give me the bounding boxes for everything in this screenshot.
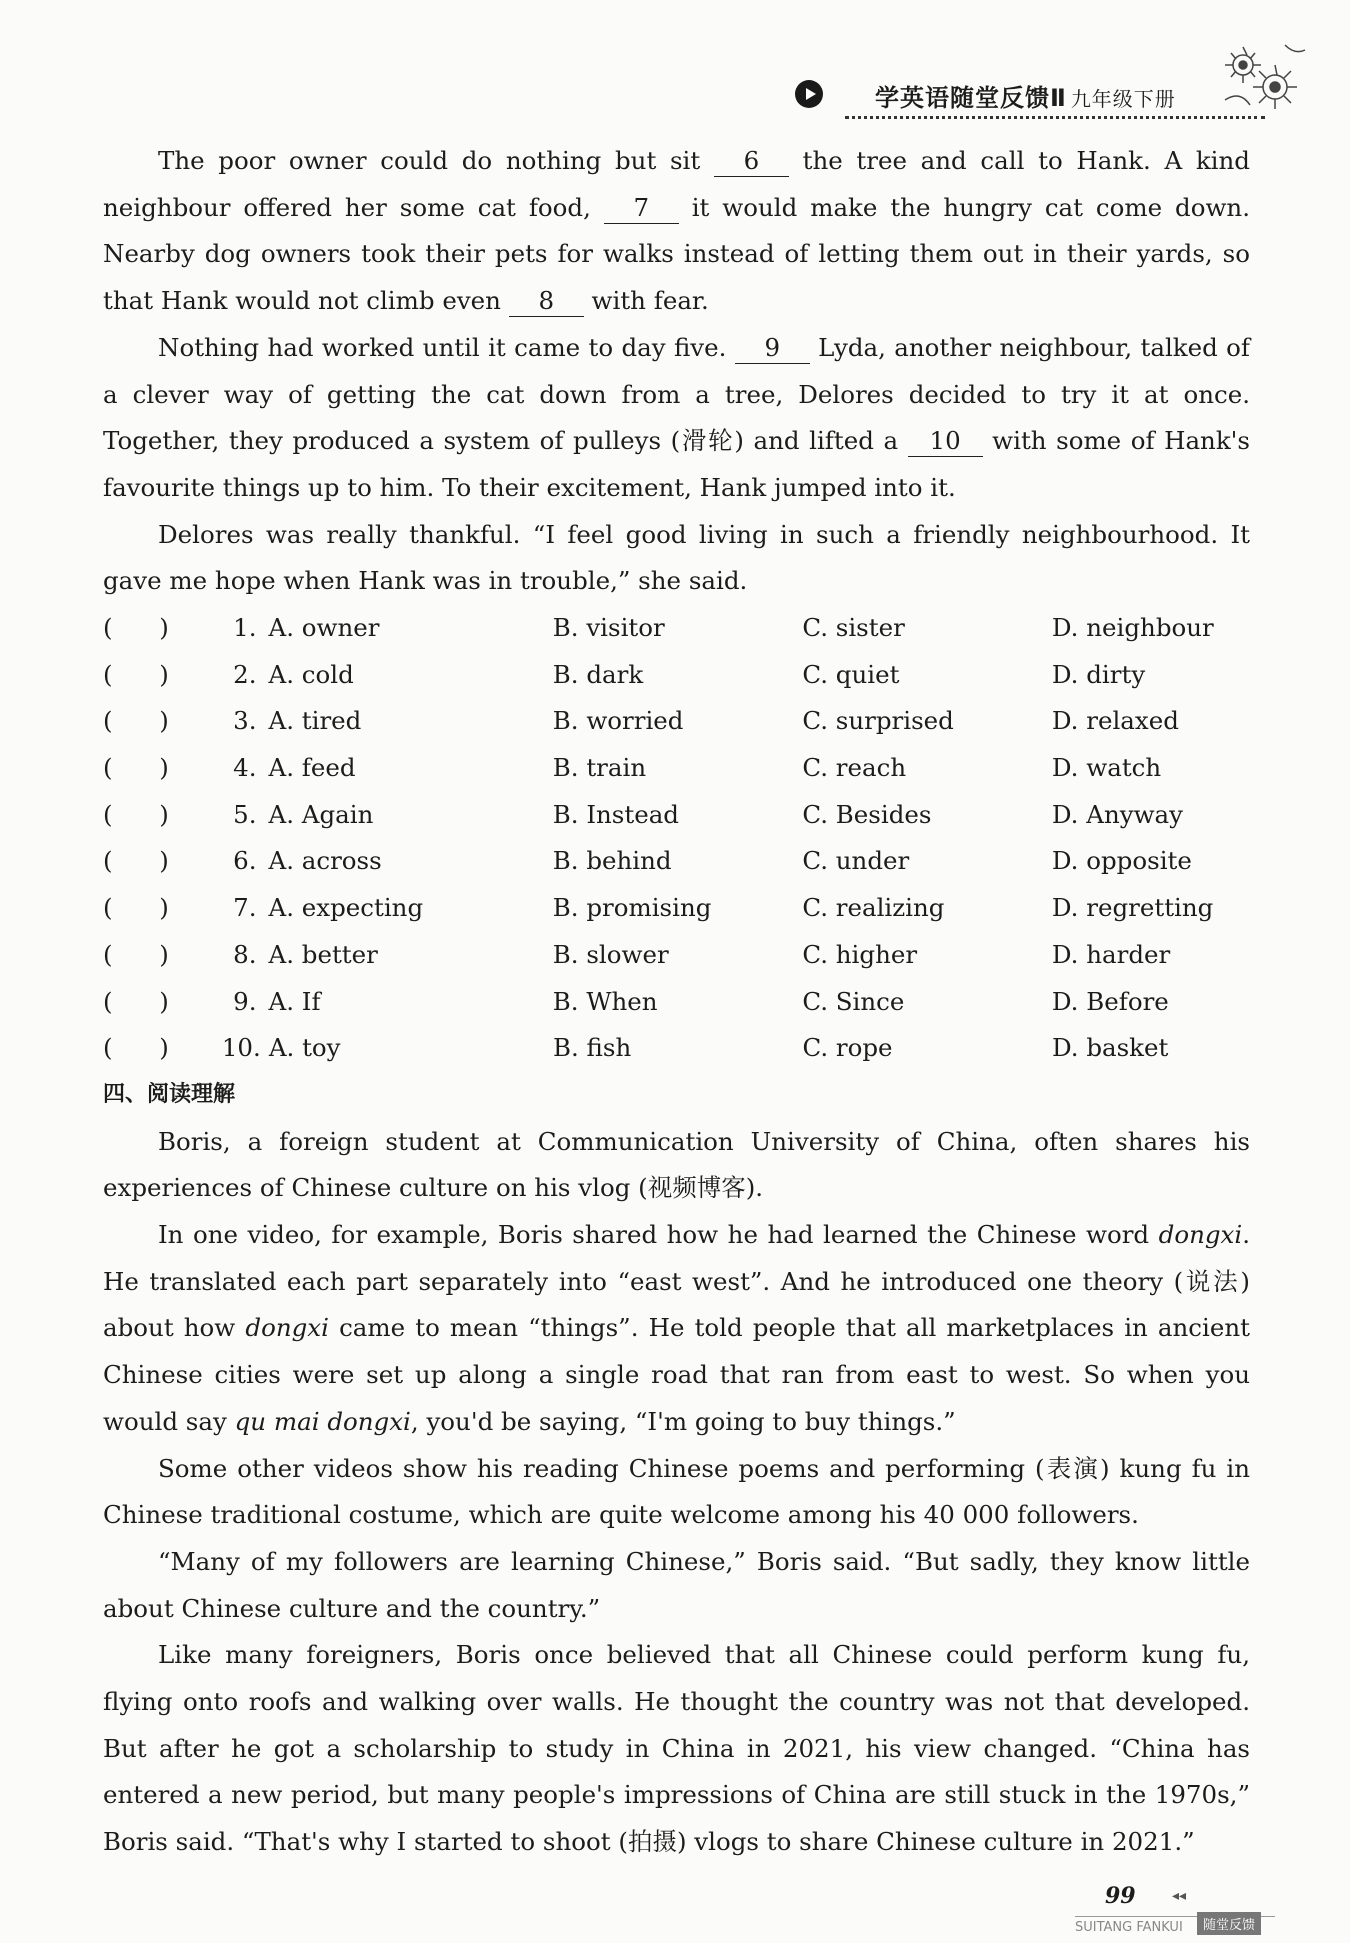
option-row [103, 979, 1250, 1026]
option-b: B. visitor [552, 613, 665, 643]
option-b: B. When [552, 986, 658, 1016]
option-b: B. promising [552, 893, 712, 923]
question-number: 6. [233, 846, 257, 876]
blank-8: 8 [509, 286, 584, 317]
passage-paragraph: Some other videos show his reading Chinese poems and performing (表演) kung fu in Chinese traditional costume, which are quite welcome among his 40 000 followers. [103, 1453, 1250, 1530]
question-number: 5. [233, 799, 257, 829]
option-c: C. Since [802, 986, 905, 1016]
option-d: D. Anyway [1051, 799, 1183, 829]
option-a: A. Again [268, 799, 374, 829]
option-row [103, 792, 1250, 839]
answer-bracket[interactable]: ( ) [103, 893, 169, 923]
option-a: A. toy [268, 1033, 341, 1063]
question-number: 1. [233, 613, 257, 643]
option-d: D. neighbour [1051, 613, 1214, 643]
option-c: C. Besides [802, 799, 932, 829]
option-c: C. surprised [802, 706, 954, 736]
blank-7: 7 [604, 193, 679, 224]
page-content [103, 138, 1250, 1866]
option-row [103, 745, 1250, 792]
option-b: B. fish [552, 1033, 632, 1063]
option-b: B. train [552, 753, 647, 783]
option-b: B. slower [552, 939, 669, 969]
pinyin-word: dongxi [1158, 1220, 1243, 1250]
passage-paragraph: Delores was really thankful. “I feel good living in such a friendly neighbourhood. It gave me hope when Hank was in trouble,” she said. [103, 519, 1250, 596]
answer-bracket[interactable]: ( ) [103, 939, 169, 969]
blank-6: 6 [714, 146, 789, 177]
question-number: 7. [233, 893, 257, 923]
option-a: A. better [268, 939, 378, 969]
answer-bracket[interactable]: ( ) [103, 659, 169, 689]
passage-paragraph: “Many of my followers are learning Chinese,” Boris said. “But sadly, they know little about Chinese culture and the country.” [103, 1546, 1250, 1623]
page-header [795, 74, 1275, 120]
answer-bracket[interactable]: ( ) [103, 799, 169, 829]
option-a: A. tired [268, 706, 362, 736]
passage-paragraph: In one video, for example, Boris shared how he had learned the Chinese word dongxi. He translated each part separately into “east west”. And he introduced one theory (说法) about how dongxi came to mean “things”. He told people that all marketplaces in ancient Chinese cities were set up along a single road that ran from east to west. So when you would say qu mai dongxi, you'd be saying, “I'm going to buy things.” [103, 1220, 1250, 1436]
book-title: 学英语随堂反馈Ⅱ 九年级下册 [875, 84, 1176, 112]
option-a: A. cold [268, 659, 354, 689]
question-number: 3. [233, 706, 257, 736]
question-number: 9. [233, 986, 257, 1016]
option-row [103, 932, 1250, 979]
section-title: 四、阅读理解 [103, 1081, 236, 1107]
passage-paragraph: The poor owner could do nothing but sit 6 the tree and call to Hank. A kind neighbour offered her some cat food, 7 it would make the hungry cat come down. Nearby dog owners took their pets for walks instead of letting them out in their yards, so that Hank would not climb even 8 with fear. [103, 146, 1250, 316]
answer-bracket[interactable]: ( ) [103, 846, 169, 876]
option-c: C. under [802, 846, 910, 876]
header-divider [845, 116, 1265, 119]
option-d: D. watch [1051, 753, 1162, 783]
option-row [103, 605, 1250, 652]
option-d: D. regretting [1051, 893, 1214, 923]
page-number: 99 [1105, 1883, 1136, 1909]
option-d: D. basket [1051, 1033, 1169, 1063]
passage-paragraph: Boris, a foreign student at Communication University of China, often shares his experiences of Chinese culture on his vlog (视频博客). [103, 1126, 1250, 1203]
question-number: 2. [233, 659, 257, 689]
footer-brand-en: SUITANG FANKUI [1075, 1920, 1183, 1935]
option-a: A. feed [268, 753, 356, 783]
option-c: C. rope [802, 1033, 893, 1063]
option-c: C. realizing [802, 893, 945, 923]
option-c: C. higher [802, 939, 918, 969]
book-subtitle: 九年级下册 [1070, 87, 1176, 111]
option-d: D. relaxed [1051, 706, 1179, 736]
answer-bracket[interactable]: ( ) [103, 706, 169, 736]
option-row [103, 885, 1250, 932]
blank-9: 9 [735, 333, 810, 364]
passage-paragraph: Nothing had worked until it came to day five. 9 Lyda, another neighbour, talked of a clever way of getting the cat down from a tree, Delores decided to try it at once. Together, they produced a system of pulleys (滑轮) and lifted a 10 with some of Hank's favourite things up to him. To their excitement, Hank jumped into it. [103, 332, 1250, 502]
answer-bracket[interactable]: ( ) [103, 1033, 169, 1063]
passage-paragraph: Like many foreigners, Boris once believed that all Chinese could perform kung fu, flying onto roofs and walking over walls. He thought the country was not that developed. But after he got a scholarship to study in China in 2021, his view changed. “China has entered a new period, but many people's impressions of China are still stuck in the 1970s,” Boris said. “That's why I started to shoot (拍摄) vlogs to share Chinese culture in 2021.” [103, 1640, 1250, 1857]
option-row [103, 652, 1250, 699]
options-list [103, 605, 1250, 1072]
option-a: A. across [268, 846, 382, 876]
answer-bracket[interactable]: ( ) [103, 613, 169, 643]
option-a: A. expecting [268, 893, 424, 923]
pinyin-word: qu mai dongxi [234, 1406, 411, 1436]
option-row [103, 698, 1250, 745]
option-c: C. sister [802, 613, 905, 643]
option-c: C. reach [802, 753, 907, 783]
option-b: B. dark [552, 659, 644, 689]
answer-bracket[interactable]: ( ) [103, 986, 169, 1016]
question-number: 4. [233, 753, 257, 783]
option-row [103, 1025, 1250, 1072]
play-icon [795, 80, 823, 108]
flower-decoration-icon [1205, 25, 1315, 135]
question-number: 10. [221, 1033, 261, 1063]
option-a: A. If [268, 986, 321, 1016]
option-b: B. behind [552, 846, 672, 876]
arrow-icon: ◂◂ [1172, 1888, 1187, 1904]
option-c: C. quiet [802, 659, 900, 689]
answer-bracket[interactable]: ( ) [103, 753, 169, 783]
option-d: D. harder [1051, 939, 1171, 969]
option-b: B. Instead [552, 799, 679, 829]
option-b: B. worried [552, 706, 684, 736]
option-d: D. dirty [1051, 659, 1146, 689]
blank-10: 10 [908, 426, 983, 457]
footer-brand-badge: 随堂反馈 [1197, 1912, 1261, 1935]
option-row [103, 838, 1250, 885]
question-number: 8. [233, 939, 257, 969]
option-d: D. opposite [1051, 846, 1192, 876]
option-a: A. owner [268, 613, 380, 643]
pinyin-word: dongxi [245, 1313, 329, 1343]
option-d: D. Before [1051, 986, 1169, 1016]
